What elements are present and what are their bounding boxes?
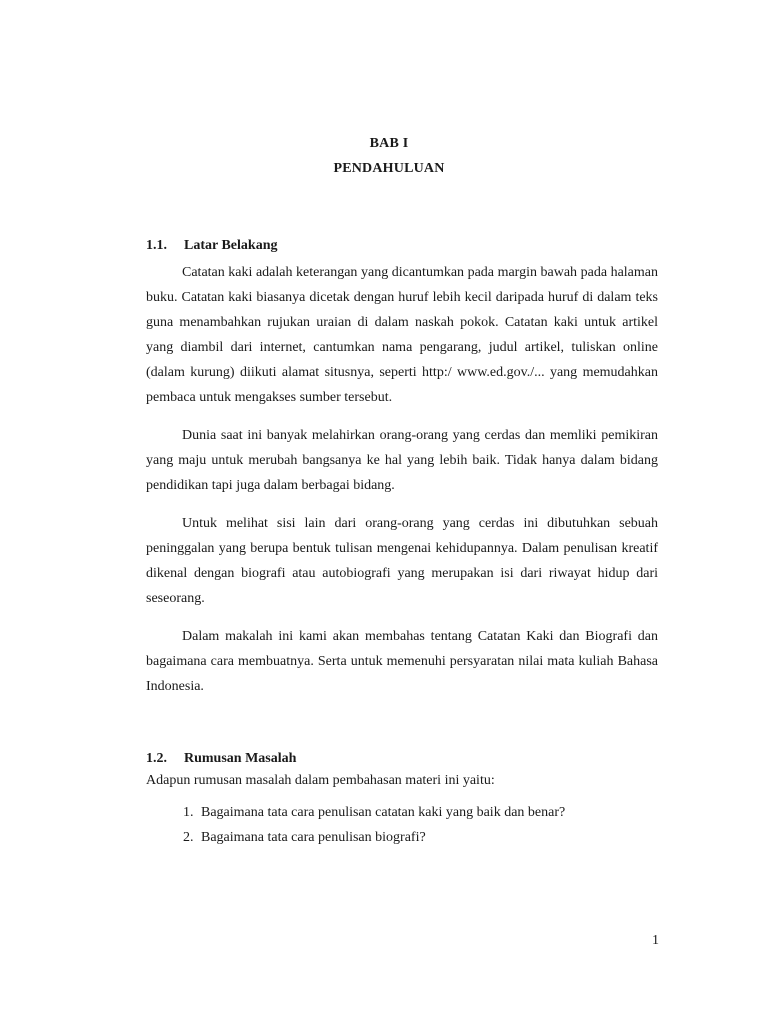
page-number: 1	[652, 933, 659, 948]
section-heading-rumusan-masalah	[146, 751, 296, 767]
list-marker: 2.	[183, 830, 194, 845]
section-heading-latar-belakang	[146, 238, 277, 254]
list-item	[183, 825, 565, 850]
section-number: 1.2.	[146, 751, 167, 766]
list-marker: 1.	[183, 805, 194, 820]
body-paragraph: Catatan kaki adalah keterangan yang dicantumkan pada margin bawah pada halaman buku. Catatan kaki biasanya dicetak dengan huruf lebih kecil daripada huruf di dalam teks guna menambahkan rujukan uraian di dalam naskah pokok. Catatan kaki untuk artikel yang diambil dari internet, cantumkan nama pengarang, judul artikel, tuliskan online (dalam kurung) diikuti alamat situsnya, seperti http:/ www.ed.gov./... yang memudahkan pembaca untuk mengakses sumber tersebut.	[146, 265, 658, 405]
chapter-title: PENDAHULUAN	[333, 161, 445, 176]
list-intro: Adapun rumusan masalah dalam pembahasan materi ini yaitu:	[146, 773, 495, 788]
section-title: Latar Belakang	[184, 238, 278, 253]
list-item-text: Bagaimana tata cara penulisan biografi?	[201, 830, 426, 845]
chapter-number: BAB I	[369, 136, 409, 151]
section-title: Rumusan Masalah	[184, 751, 297, 766]
body-paragraph: Untuk melihat sisi lain dari orang-orang yang cerdas ini dibutuhkan sebuah peninggalan yang berupa bentuk tulisan mengenai kehidupannya. Dalam penulisan kreatif dikenal dengan biografi atau autobiografi yang merupakan isi dari riwayat hidup dari seseorang.	[146, 516, 658, 606]
list-item	[183, 800, 565, 825]
body-paragraph: Dalam makalah ini kami akan membahas tentang Catatan Kaki dan Biografi dan bagaimana cara membuatnya. Serta untuk memenuhi persyaratan nilai mata kuliah Bahasa Indonesia.	[146, 629, 658, 694]
problem-list	[183, 800, 565, 850]
section-number: 1.1.	[146, 238, 167, 253]
list-item-text: Bagaimana tata cara penulisan catatan kaki yang baik dan benar?	[201, 805, 566, 820]
body-paragraph: Dunia saat ini banyak melahirkan orang-orang yang cerdas dan memliki pemikiran yang maju untuk merubah bangsanya ke hal yang lebih baik. Tidak hanya dalam bidang pendidikan tapi juga dalam berbagai bidang.	[146, 428, 658, 493]
